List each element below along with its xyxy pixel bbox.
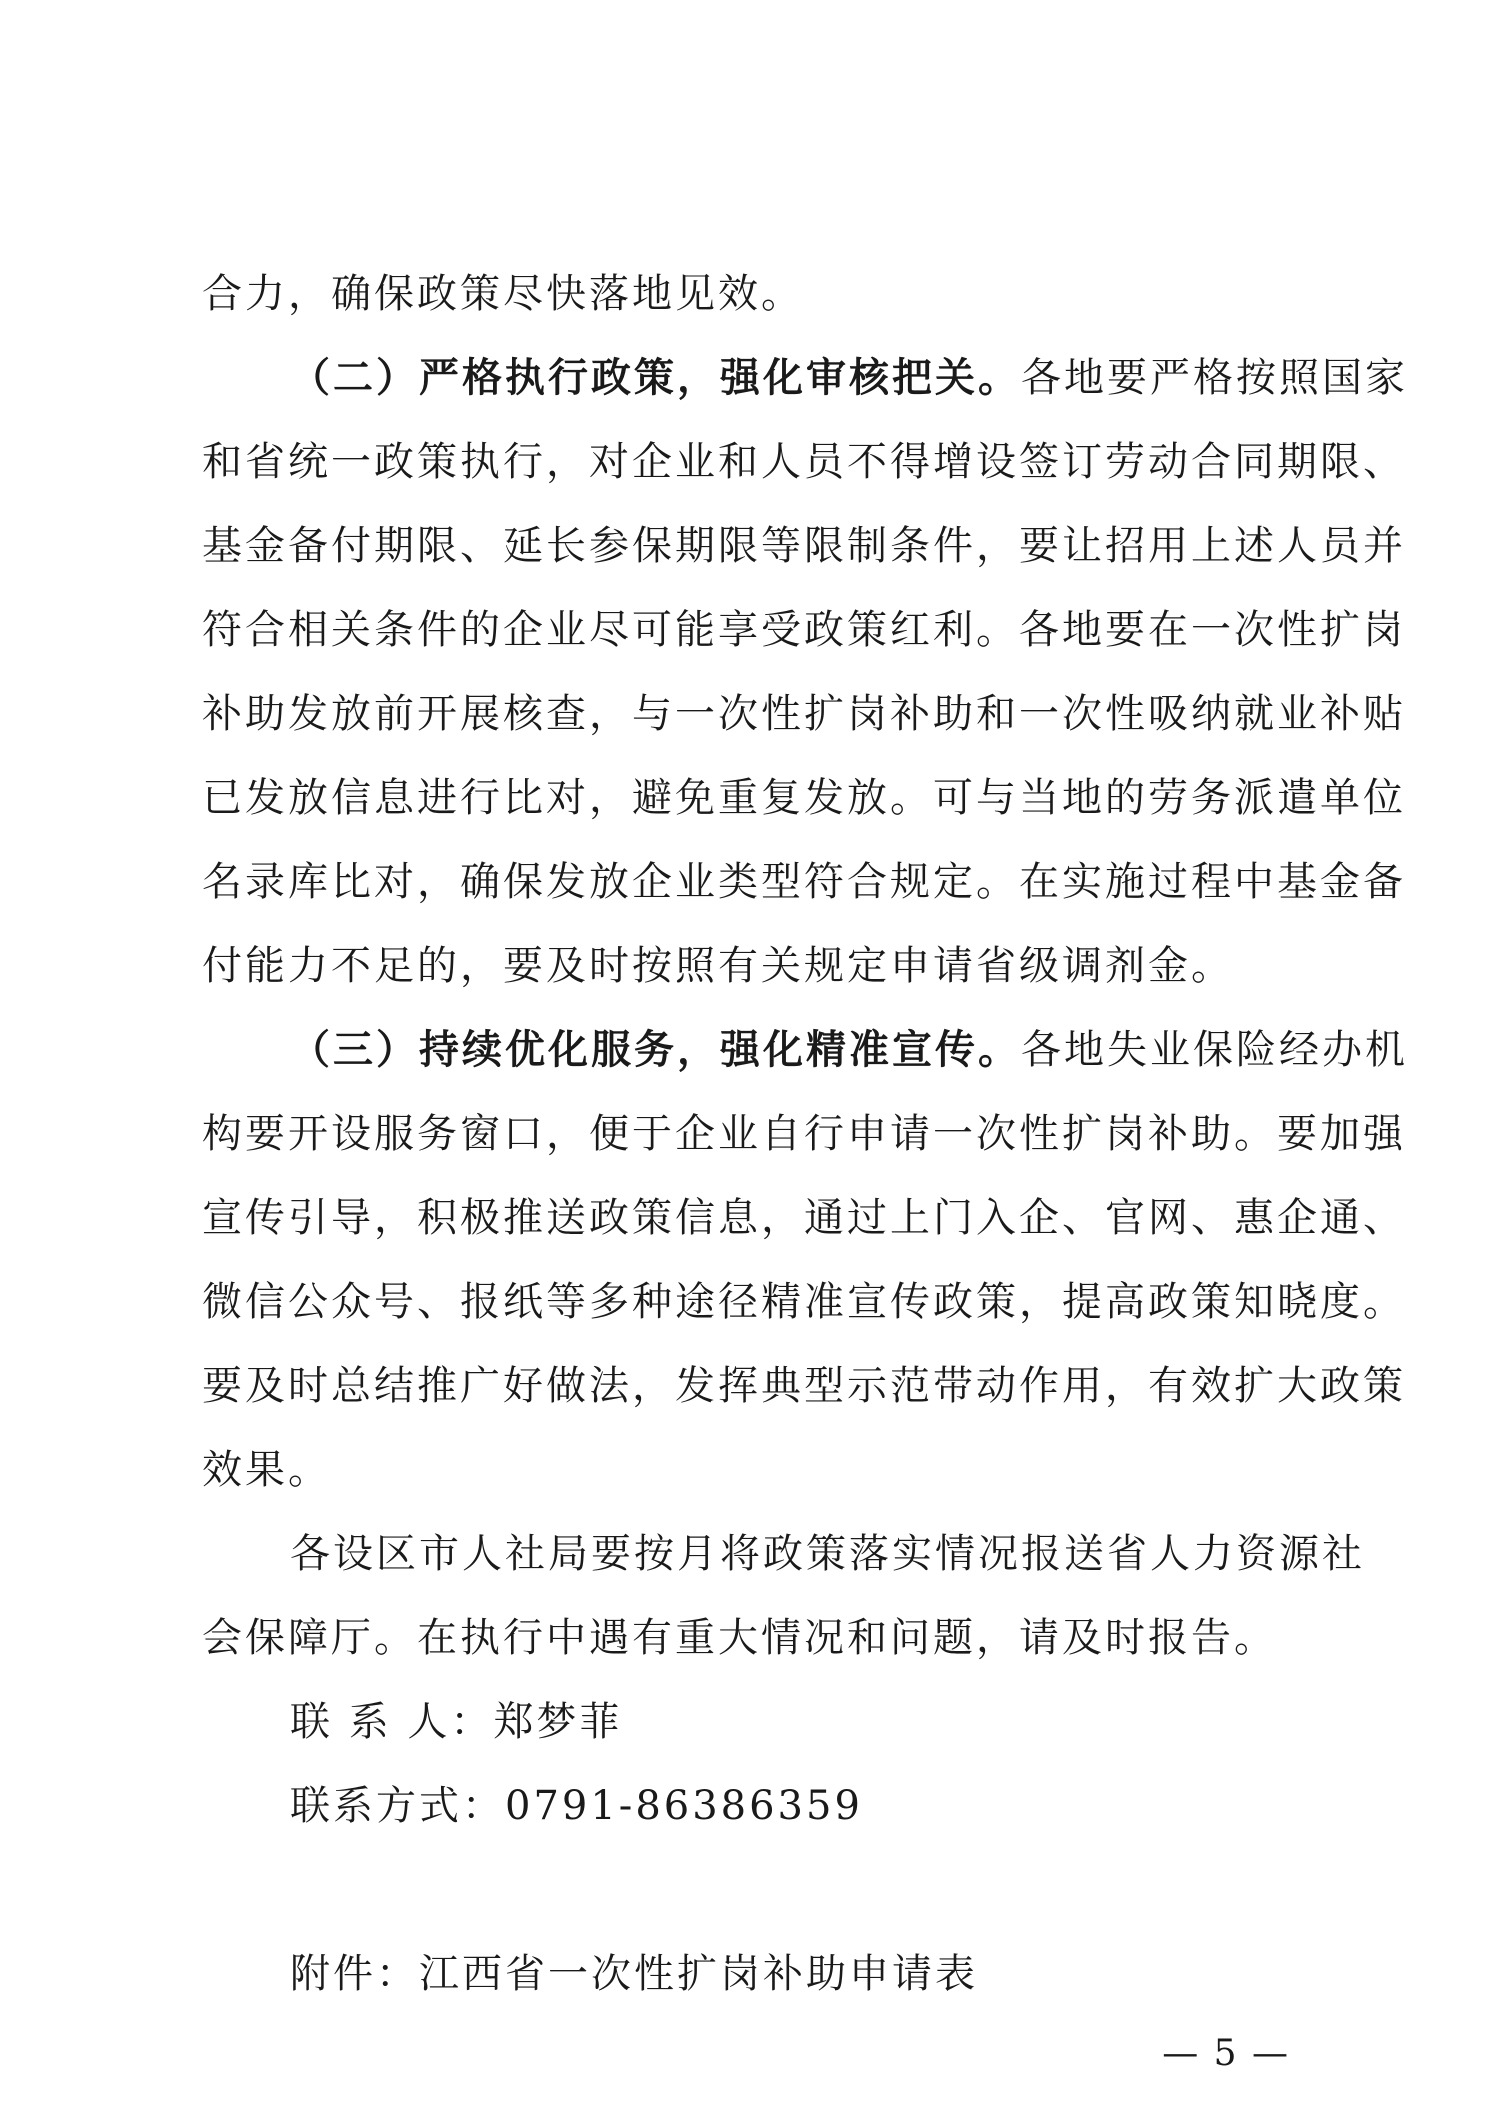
- text-line: 合力，确保政策尽快落地见效。: [202, 271, 804, 317]
- section-2-heading: （二）严格执行政策，强化审核把关。: [290, 354, 1021, 401]
- contact-label: 联 系 人：: [290, 1699, 494, 1745]
- phone-value: 0791-86386359: [505, 1783, 863, 1829]
- attachment-label: 附件：: [290, 1951, 419, 1997]
- text-line: 会保障厅。在执行中遇有重大情况和问题，请及时报告。: [202, 1615, 1277, 1661]
- section-3-heading: （三）持续优化服务，强化精准宣传。: [290, 1026, 1021, 1073]
- contact-name: 郑梦菲: [493, 1699, 623, 1745]
- section-2-paragraph: [290, 352, 1408, 404]
- phone-label: 联系方式：: [290, 1783, 505, 1829]
- text-line: 宣传引导，积极推送政策信息，通过上门入企、官网、惠企通、: [202, 1195, 1406, 1241]
- attachment-value: 江西省一次性扩岗补助申请表: [419, 1951, 978, 1997]
- contact-line: [290, 1696, 622, 1748]
- text-line: 构要开设服务窗口，便于企业自行申请一次性扩岗补助。要加强: [202, 1111, 1406, 1157]
- text-line: 已发放信息进行比对，避免重复发放。可与当地的劳务派遣单位: [202, 775, 1406, 821]
- text-line: 基金备付期限、延长参保期限等限制条件，要让招用上述人员并: [202, 523, 1406, 569]
- text-line: 名录库比对，确保发放企业类型符合规定。在实施过程中基金备: [202, 859, 1406, 905]
- section-2-text: 各地要严格按照国家: [1021, 355, 1408, 401]
- text-line: 微信公众号、报纸等多种途径精准宣传政策，提高政策知晓度。: [202, 1279, 1406, 1325]
- report-paragraph: 各设区市人社局要按月将政策落实情况报送省人力资源社: [290, 1531, 1365, 1577]
- text-line: 补助发放前开展核查，与一次性扩岗补助和一次性吸纳就业补贴: [202, 691, 1406, 737]
- section-3-text: 各地失业保险经办机: [1021, 1027, 1408, 1073]
- text-line: 要及时总结推广好做法，发挥典型示范带动作用，有效扩大政策: [202, 1363, 1406, 1409]
- attachment-line: [290, 1948, 978, 2000]
- phone-line: [290, 1780, 863, 1832]
- text-line: 付能力不足的，要及时按照有关规定申请省级调剂金。: [202, 943, 1234, 989]
- text-line: 和省统一政策执行，对企业和人员不得增设签订劳动合同期限、: [202, 439, 1406, 485]
- text-line: 符合相关条件的企业尽可能享受政策红利。各地要在一次性扩岗: [202, 607, 1406, 653]
- section-3-paragraph: [290, 1024, 1408, 1076]
- page-number: — 5 —: [1162, 2033, 1290, 2074]
- text-line: 效果。: [202, 1447, 331, 1493]
